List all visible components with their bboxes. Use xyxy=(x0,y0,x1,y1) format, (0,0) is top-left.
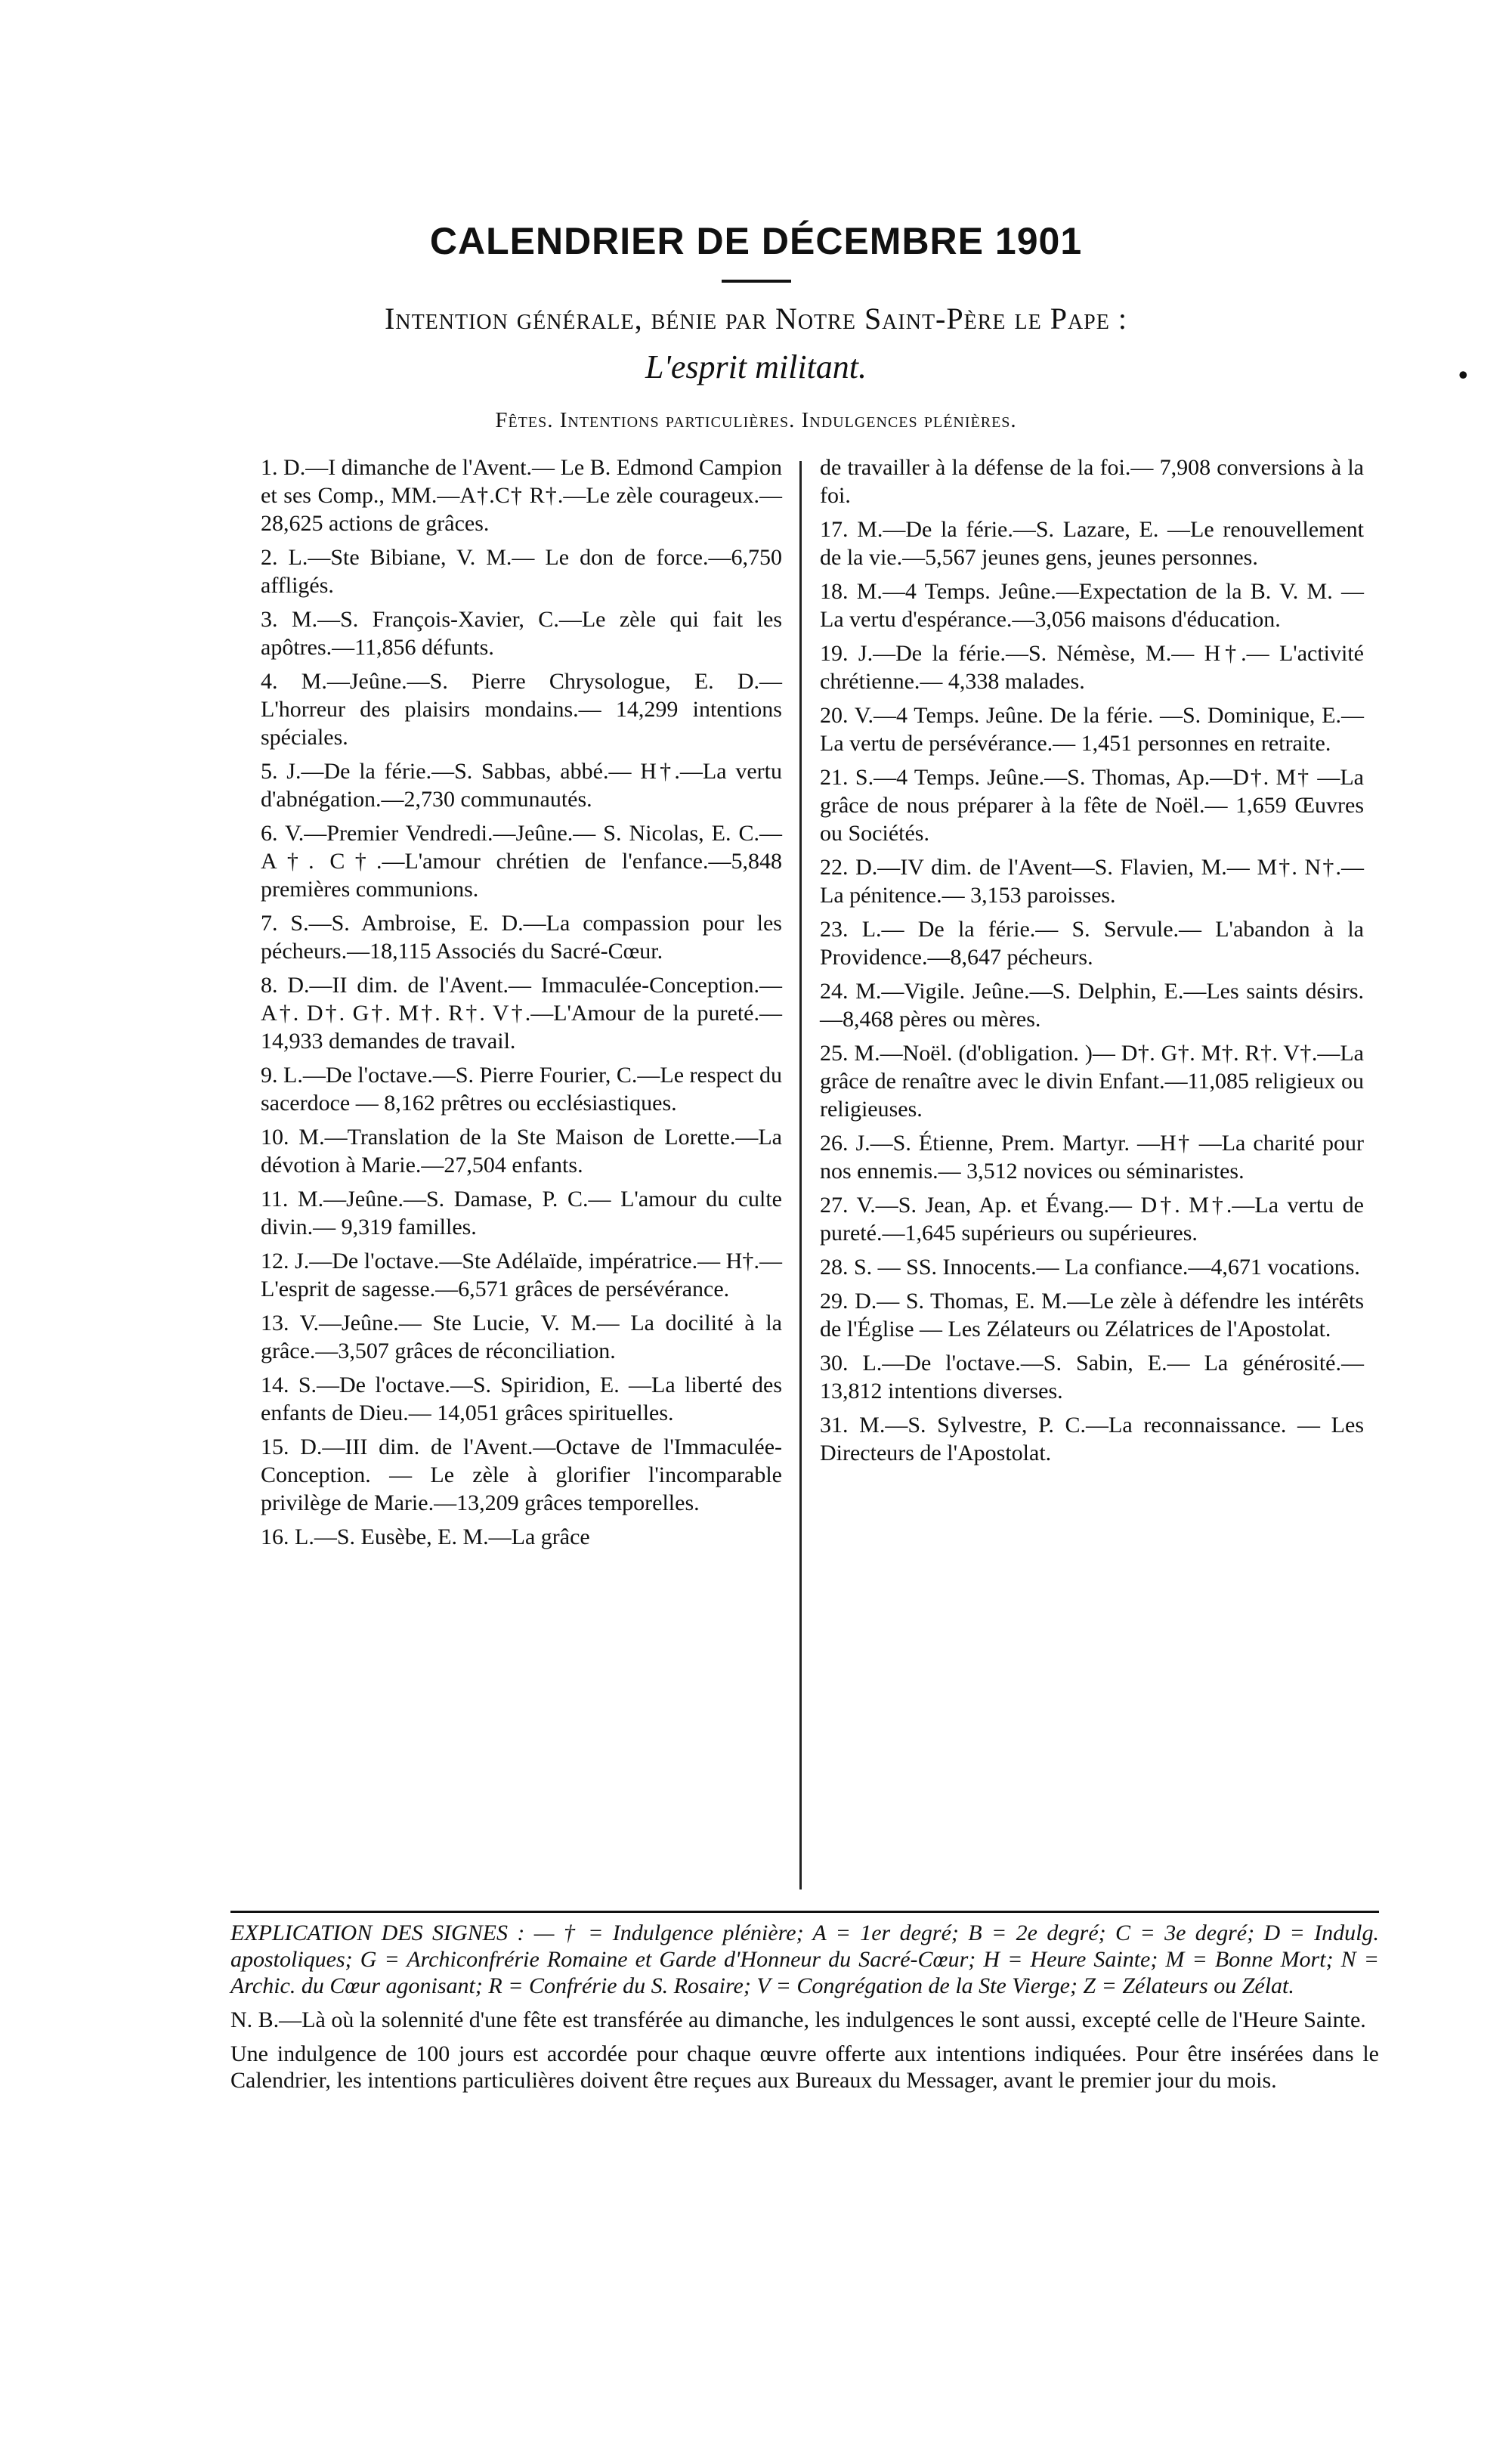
entry-text: 29. D.— S. Thomas, E. M.—Le zèle à défendre les intérêts de l'Église — Les Zélateurs ou Zélatrices de l'Apostolat. xyxy=(820,1289,1364,1342)
entry-text: 14. S.—De l'octave.—S. Spiridion, E. —La liberté des enfants de Dieu.— 14,051 grâces spirituelles. xyxy=(261,1373,782,1425)
calendar-entry xyxy=(820,1191,1364,1247)
calendar-entry xyxy=(820,915,1364,971)
calendar-entry xyxy=(261,1185,782,1241)
entry-text: 11. M.—Jeûne.—S. Damase, P. C.— L'amour du culte divin.— 9,319 familles. xyxy=(261,1187,782,1240)
entry-text: 5. J.—De la férie.—S. Sabbas, abbé.— H†.—La vertu d'abnégation.—2,730 communautés. xyxy=(261,759,782,812)
calendar-entry xyxy=(261,667,782,751)
entry-text: de travailler à la défense de la foi.— 7,908 conversions à la foi. xyxy=(820,455,1364,508)
page-title: CALENDRIER DE DÉCEMBRE 1901 xyxy=(429,220,1083,262)
calendar-entry xyxy=(261,605,782,661)
entry-text: 19. J.—De la férie.—S. Némèse, M.— H†.— L'activité chrétienne.— 4,338 malades. xyxy=(820,641,1364,694)
indulgence-notice: Une indulgence de 100 jours est accordée pour chaque œuvre offerte aux intentions indiquées. Pour être insérées dans le Calendrier, les intentions particulières doivent être reçues aux Bureaux du Messager, avant le premier jour du mois. xyxy=(230,2041,1379,2093)
entry-text: 22. D.—IV dim. de l'Avent—S. Flavien, M.— M†. N†.— La pénitence.— 3,153 paroisses. xyxy=(820,855,1364,908)
calendar-entry xyxy=(261,971,782,1055)
calendar-entry xyxy=(820,763,1364,847)
entry-text: 18. M.—4 Temps. Jeûne.—Expectation de la B. V. M. — La vertu d'espérance.—3,056 maisons d'éducation. xyxy=(820,579,1364,632)
title-rule xyxy=(722,280,791,283)
entry-text: 3. M.—S. François-Xavier, C.—Le zèle qui fait les apôtres.—11,856 défunts. xyxy=(261,607,782,660)
left-column xyxy=(261,453,782,1557)
calendar-entry xyxy=(820,577,1364,633)
calendar-entry xyxy=(820,1253,1364,1281)
entry-text: 17. M.—De la férie.—S. Lazare, E. —Le renouvellement de la vie.—5,567 jeunes gens, jeunes personnes. xyxy=(820,517,1364,570)
entry-text: 15. D.—III dim. de l'Avent.—Octave de l'Immaculée-Conception. — Le zèle à glorifier l'incomparable privilège de Marie.—13,209 grâces temporelles. xyxy=(261,1435,782,1515)
entry-text: 21. S.—4 Temps. Jeûne.—S. Thomas, Ap.—D†. M† —La grâce de nous préparer à la fête de Noël.— 1,659 Œuvres ou Sociétés. xyxy=(820,765,1364,846)
entry-text: 10. M.—Translation de la Ste Maison de Lorette.—La dévotion à Marie.—27,504 enfants. xyxy=(261,1125,782,1178)
entry-text: 1. D.—I dimanche de l'Avent.— Le B. Edmond Campion et ses Comp., MM.—A†.C† R†.—Le zèle courageux.— 28,625 actions de grâces. xyxy=(261,455,782,536)
signs-legend: EXPLICATION DES SIGNES : — † = Indulgence plénière; A = 1er degré; B = 2e degré; C = 3e degré; D = Indulg. apostoliques; G = Archiconfrérie Romaine et Garde d'Honneur du Sacré-Cœur; H = Heure Sainte; M = Bonne Mort; N = Archic. du Cœur agonisant; R = Confrérie du S. Rosaire; V = Congrégation de la Ste Vierge; Z = Zélateurs ou Zélat. xyxy=(230,1920,1379,1998)
calendar-entry xyxy=(820,1287,1364,1343)
entry-text: 12. J.—De l'octave.—Ste Adélaïde, impératrice.— H†.— L'esprit de sagesse.—6,571 grâces de persévérance. xyxy=(261,1249,782,1301)
calendar-entry xyxy=(820,1349,1364,1405)
calendar-entry xyxy=(820,1129,1364,1185)
general-intention-line: Intention générale, bénie par Notre Saint-Père le Pape : xyxy=(385,302,1127,336)
calendar-entry xyxy=(261,1371,782,1427)
entry-text: 25. M.—Noël. (d'obligation. )— D†. G†. M†. R†. V†.—La grâce de renaître avec le divin Enfant.—11,085 religieux ou religieuses. xyxy=(820,1041,1364,1122)
entry-text: 31. M.—S. Sylvestre, P. C.—La reconnaissance. — Les Directeurs de l'Apostolat. xyxy=(820,1413,1364,1465)
entry-text: 9. L.—De l'octave.—S. Pierre Fourier, C.—Le respect du sacerdoce — 8,162 prêtres ou ecclésiastiques. xyxy=(261,1063,782,1116)
calendar-entry xyxy=(261,1061,782,1117)
entry-text: 2. L.—Ste Bibiane, V. M.— Le don de force.—6,750 affligés. xyxy=(261,545,782,598)
entry-text: 26. J.—S. Étienne, Prem. Martyr. —H† —La charité pour nos ennemis.— 3,512 novices ou séminaristes. xyxy=(820,1131,1364,1184)
footer-rule xyxy=(230,1911,1379,1913)
calendar-entry xyxy=(261,909,782,965)
entry-text: 4. M.—Jeûne.—S. Pierre Chrysologue, E. D.— L'horreur des plaisirs mondains.— 14,299 intentions spéciales. xyxy=(261,669,782,750)
entry-text: 8. D.—II dim. de l'Avent.— Immaculée-Conception.— A†. D†. G†. M†. R†. V†.—L'Amour de la pureté.—14,933 demandes de travail. xyxy=(261,973,782,1054)
entry-text: 27. V.—S. Jean, Ap. et Évang.— D†. M†.—La vertu de pureté.—1,645 supérieurs ou supérieures. xyxy=(820,1193,1364,1246)
entry-text: 23. L.— De la férie.— S. Servule.— L'abandon à la Providence.—8,647 pécheurs. xyxy=(820,917,1364,970)
calendar-entry xyxy=(261,819,782,903)
calendar-entry xyxy=(261,453,782,537)
entry-text: 30. L.—De l'octave.—S. Sabin, E.— La générosité.—13,812 intentions diverses. xyxy=(820,1351,1364,1404)
right-column xyxy=(820,453,1364,1473)
calendar-entry xyxy=(820,1039,1364,1123)
calendar-entry xyxy=(261,1523,782,1551)
footer-notes xyxy=(230,1920,1379,2101)
calendar-entry xyxy=(820,701,1364,757)
general-intention-subject: L'esprit militant. xyxy=(645,348,867,385)
calendar-entry xyxy=(261,1247,782,1303)
calendar-entry xyxy=(820,853,1364,909)
column-divider xyxy=(799,461,802,1889)
entry-text: 24. M.—Vigile. Jeûne.—S. Delphin, E.—Les saints désirs.—8,468 pères ou mères. xyxy=(820,979,1364,1032)
calendar-entry xyxy=(820,453,1364,509)
calendar-entry xyxy=(261,1123,782,1179)
nb-note: N. B.—Là où la solennité d'une fête est transférée au dimanche, les indulgences le sont aussi, excepté celle de l'Heure Sainte. xyxy=(230,2007,1366,2032)
entry-text: 16. L.—S. Eusèbe, E. M.—La grâce xyxy=(261,1524,590,1549)
entry-text: 7. S.—S. Ambroise, E. D.—La compassion pour les pécheurs.—18,115 Associés du Sacré-Cœur. xyxy=(261,911,782,964)
fetes-heading: Fêtes. Intentions particulières. Indulgences plénières. xyxy=(495,408,1017,432)
calendar-entry xyxy=(820,1411,1364,1467)
stray-mark: • xyxy=(1458,360,1468,390)
calendar-entry xyxy=(261,543,782,599)
entry-text: 6. V.—Premier Vendredi.—Jeûne.— S. Nicolas, E. C.—A†. C†.—L'amour chrétien de l'enfance.—5,848 premières communions. xyxy=(261,821,782,902)
entry-text: 20. V.—4 Temps. Jeûne. De la férie. —S. Dominique, E.—La vertu de persévérance.— 1,451 personnes en retraite. xyxy=(820,703,1364,756)
calendar-entry xyxy=(820,639,1364,695)
entry-text: 13. V.—Jeûne.— Ste Lucie, V. M.— La docilité à la grâce.—3,507 grâces de réconciliation. xyxy=(261,1311,782,1363)
calendar-entry xyxy=(820,515,1364,571)
calendar-entry xyxy=(261,757,782,813)
calendar-entry xyxy=(820,977,1364,1033)
calendar-entry xyxy=(261,1433,782,1517)
calendar-entry xyxy=(261,1309,782,1365)
entry-text: 28. S. — SS. Innocents.— La confiance.—4,671 vocations. xyxy=(820,1255,1360,1280)
